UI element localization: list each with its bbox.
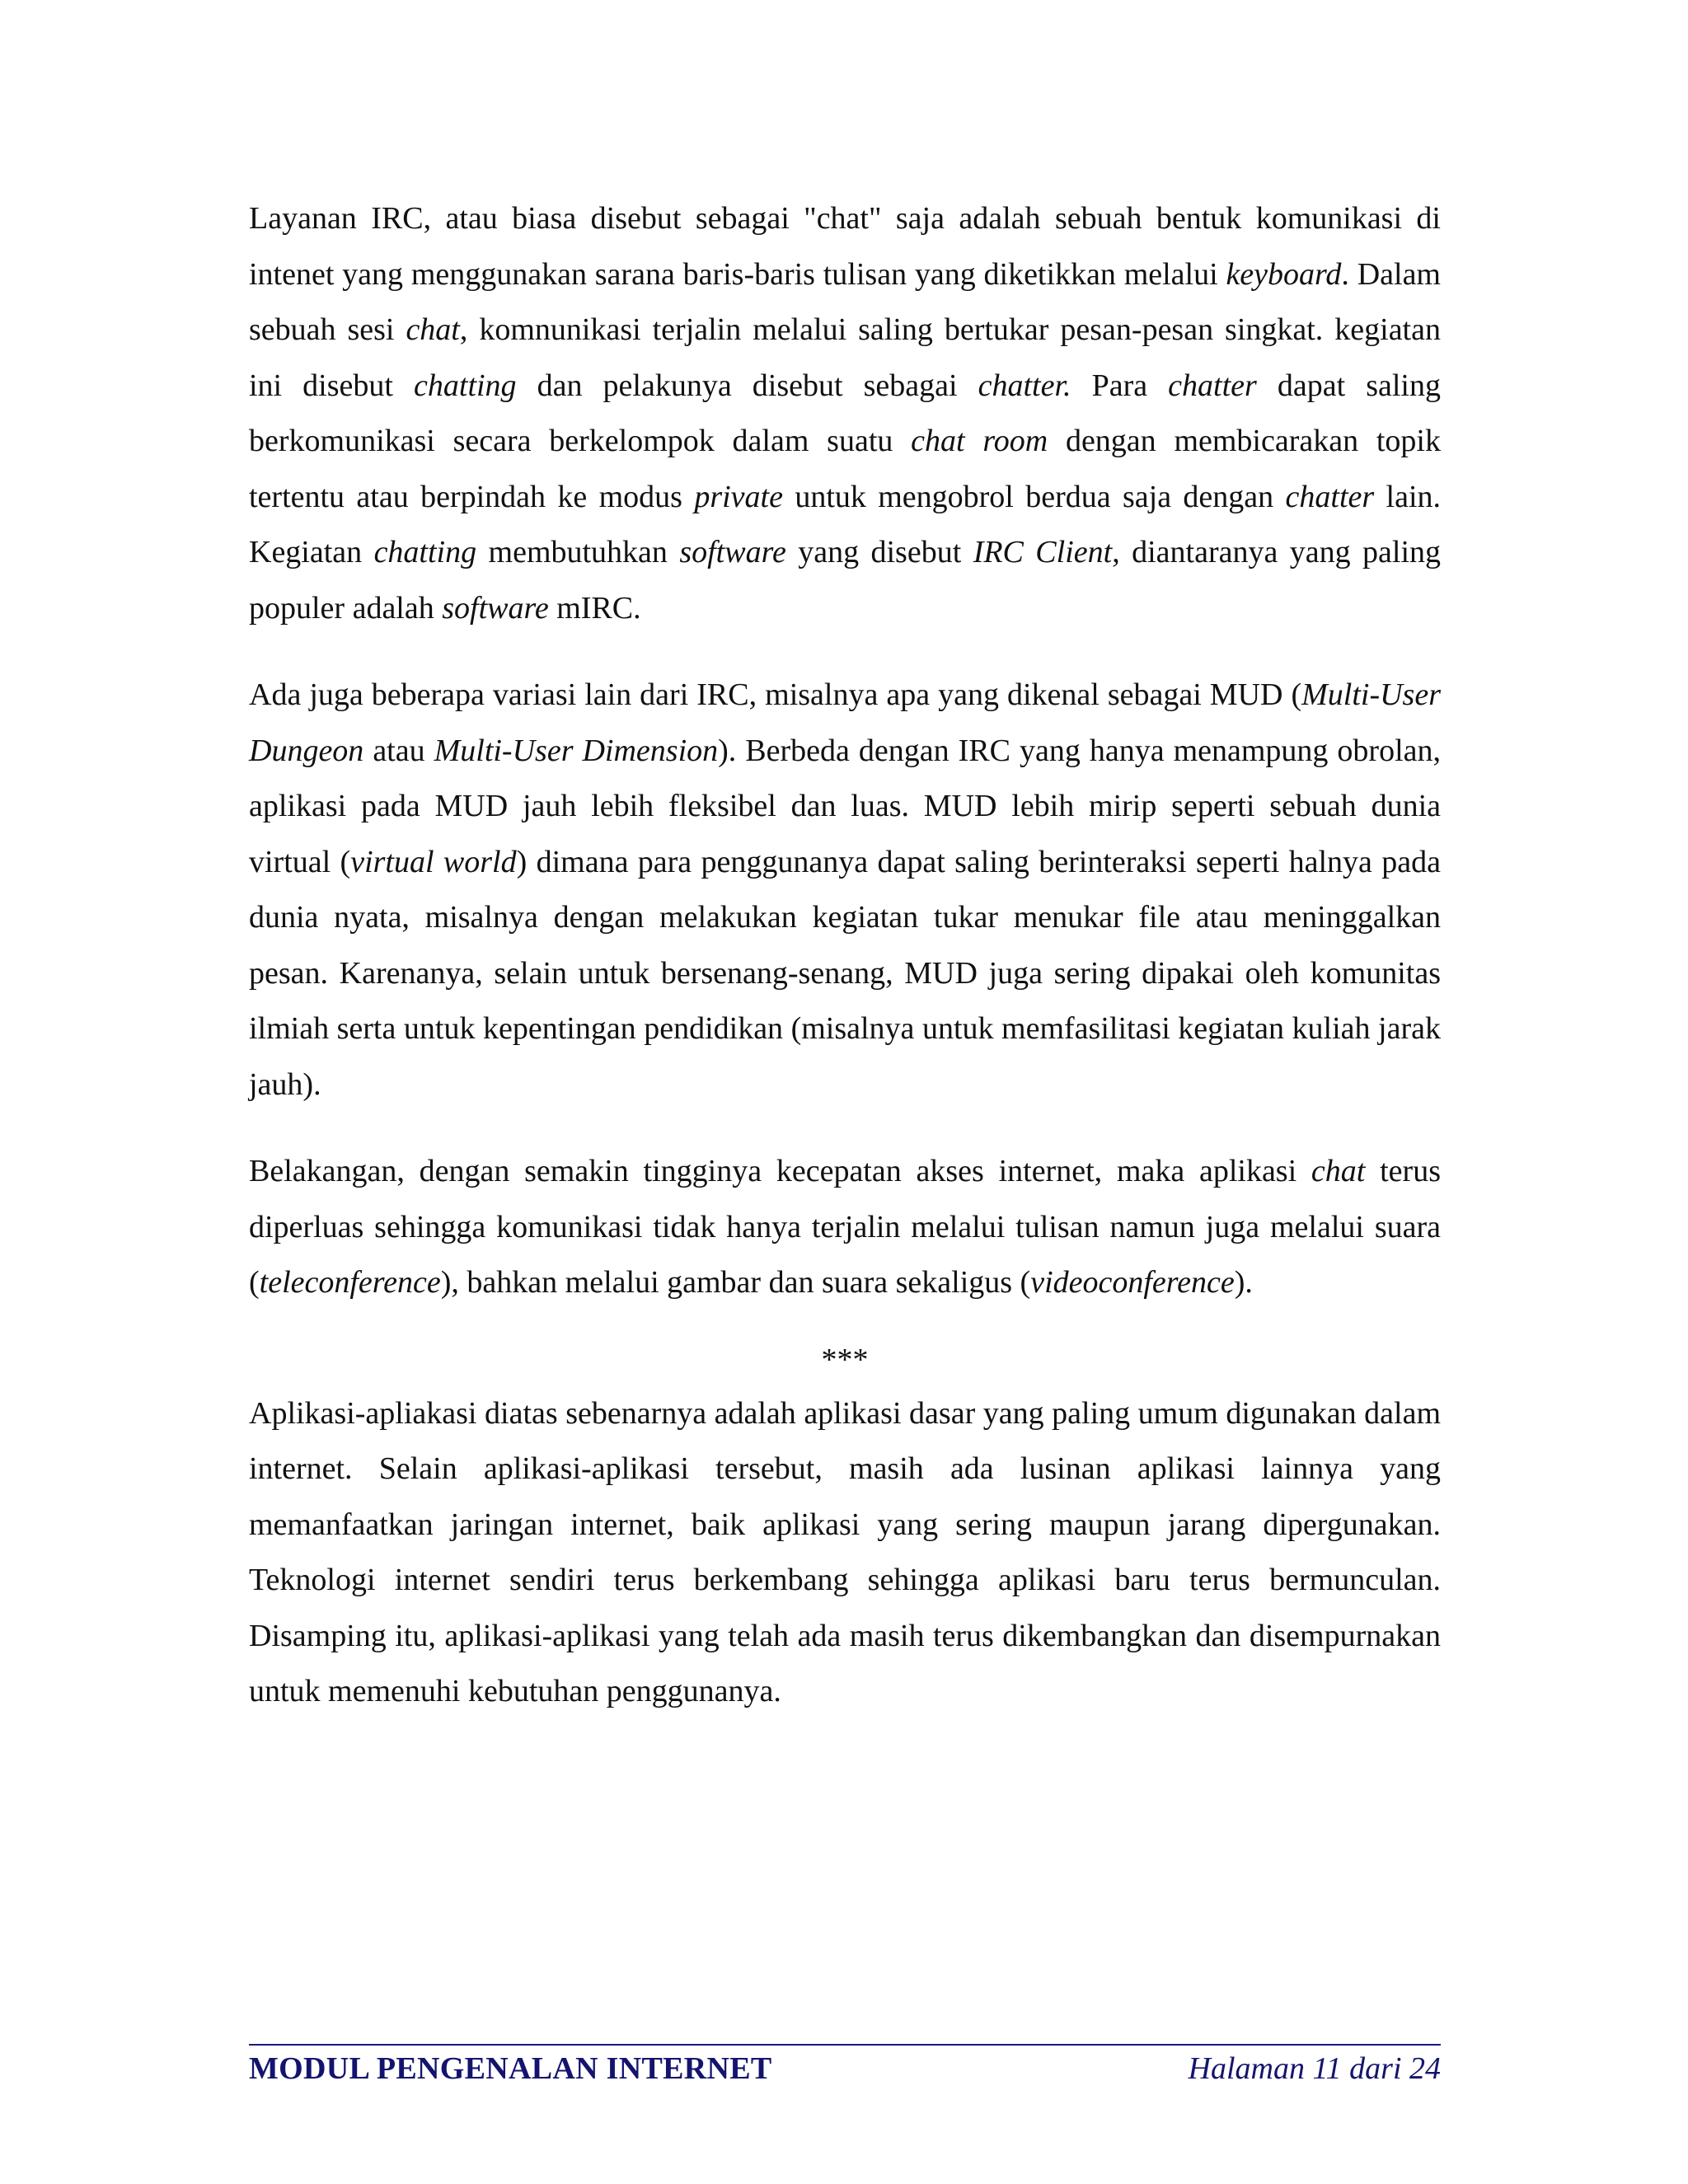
paragraph-irc: Layanan IRC, atau biasa disebut sebagai "chat" saja adalah sebuah bentuk komunikasi di intenet yang menggunakan sarana baris-baris tulisan yang diketikkan melalui keyboard. Dalam sebuah sesi chat, komnunikasi terjalin melalui saling bertukar pesan-pesan singkat. kegiatan ini disebut chatting dan pelakunya disebut sebagai chatter. Para chatter dapat saling berkomunikasi secara berkelompok dalam suatu chat room dengan membicarakan topik tertentu atau berpindah ke modus private untuk mengobrol berdua saja dengan chatter lain. Kegiatan chatting membutuhkan software yang disebut IRC Client, diantaranya yang paling populer adalah software mIRC. [249,201,1441,626]
italic-term: software [679,535,786,569]
italic-term: Multi-User Dimension [434,733,719,768]
footer-module-title: MODUL PENGENALAN INTERNET [249,2051,772,2086]
italic-term: videoconference [1030,1265,1235,1300]
italic-term: chat [406,312,460,347]
italic-term: virtual world [350,844,517,879]
italic-term: chat [1311,1154,1366,1188]
italic-term: chatter. [978,368,1071,403]
italic-term: chatter [1285,479,1375,514]
italic-term: teleconference [259,1265,441,1300]
page-footer [249,2046,1441,2092]
italic-term: keyboard [1226,256,1342,292]
italic-term: IRC Client [973,535,1113,569]
italic-term: software [442,590,549,626]
italic-term: chatting [373,535,477,569]
section-separator: *** [821,1342,869,1377]
italic-term: Multi-User Dungeon [249,677,1441,768]
footer-page-number: Halaman 11 dari 24 [1188,2051,1441,2086]
italic-term: private [694,479,783,514]
italic-term: chat room [911,424,1048,458]
italic-term: chatter [1168,368,1257,403]
italic-term: chatting [414,368,517,403]
paragraph-mud: Ada juga beberapa variasi lain dari IRC, misalnya apa yang dikenal sebagai MUD (Multi-User Dungeon atau Multi-User Dimension). Berbeda dengan IRC yang hanya menampung obrolan, aplikasi pada MUD jauh lebih fleksibel dan luas. MUD lebih mirip seperti sebuah dunia virtual (virtual world) dimana para penggunanya dapat saling berinteraksi seperti halnya pada dunia nyata, misalnya dengan melakukan kegiatan tukar menukar file atau meninggalkan pesan. Karenanya, selain untuk bersenang-senang, MUD juga sering dipakai oleh komunitas ilmiah serta untuk kepentingan pendidikan (misalnya untuk memfasilitasi kegiatan kuliah jarak jauh). [249,677,1441,1102]
paragraph-conference: Belakangan, dengan semakin tingginya kecepatan akses internet, maka aplikasi chat terus diperluas sehingga komunikasi tidak hanya terjalin melalui tulisan namun juga melalui suara (teleconference), bahkan melalui gambar dan suara sekaligus (videoconference). [249,1154,1441,1300]
paragraph-closing: Aplikasi-apliakasi diatas sebenarnya adalah aplikasi dasar yang paling umum digunakan dalam internet. Selain aplikasi-aplikasi tersebut, masih ada lusinan aplikasi lainnya yang memanfaatkan jaringan internet, baik aplikasi yang sering maupun jarang dipergunakan. Teknologi internet sendiri terus berkembang sehingga aplikasi baru terus bermunculan. Disamping itu, aplikasi-aplikasi yang telah ada masih terus dikembangkan dan disempurnakan untuk memenuhi kebutuhan penggunanya. [249,1395,1441,1708]
page-content [249,191,1441,1751]
